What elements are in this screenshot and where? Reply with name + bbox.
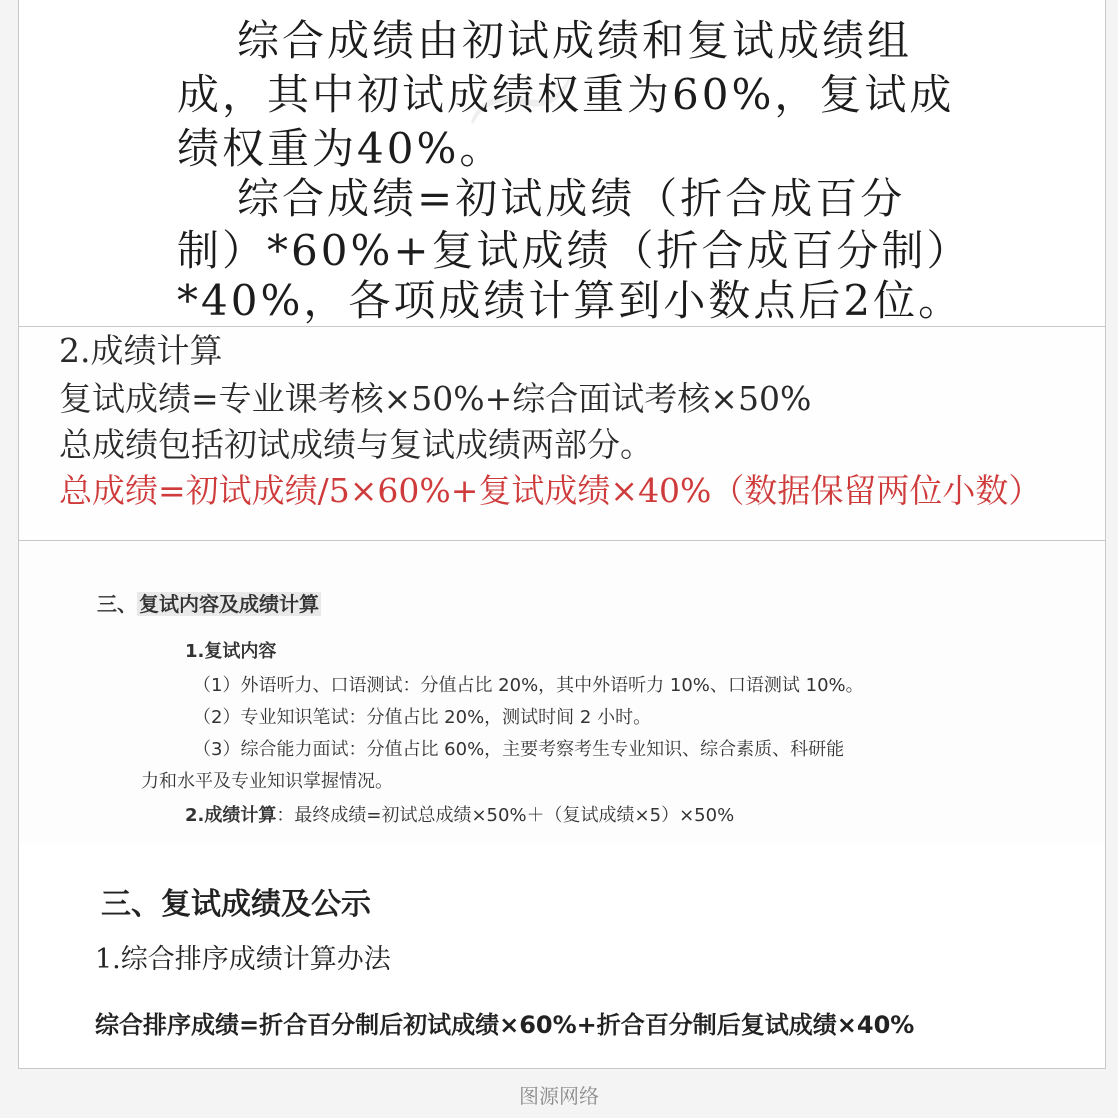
text-line: 成，其中初试成绩权重为60%，复试成	[177, 70, 955, 119]
heading-highlighted: 复试内容及成绩计算	[139, 592, 319, 616]
section-heading: 三、复试成绩及公示	[101, 887, 371, 922]
subheading: 1.复试内容	[185, 641, 277, 662]
text-line: 总成绩包括初试成绩与复试成绩两部分。	[59, 425, 653, 464]
subheading: 1.综合排序成绩计算办法	[95, 944, 391, 975]
text-line: 绩权重为40%。	[177, 124, 505, 173]
text-line: 复试成绩=专业课考核×50%+综合面试考核×50%	[59, 379, 812, 418]
section-title: 2.成绩计算	[59, 331, 223, 370]
heading-prefix: 三、	[97, 592, 137, 616]
score-formula	[185, 803, 734, 829]
text-line: *40%，各项成绩计算到小数点后2位。	[177, 276, 964, 325]
panel-score-calculation	[19, 327, 1105, 541]
list-item: （2）专业知识笔试：分值占比 20%，测试时间 2 小时。	[193, 707, 652, 728]
formula-text: ：最终成绩=初试总成绩×50%＋（复试成绩×5）×50%	[276, 805, 735, 826]
document-collage	[18, 0, 1106, 1069]
panel-retest-content	[19, 541, 1105, 843]
image-source-caption: 图源网络	[519, 1084, 599, 1108]
watermark: 〜	[443, 21, 601, 191]
list-item: （1）外语听力、口语测试：分值占比 20%，其中外语听力 10%、口语测试 10%。	[193, 675, 864, 696]
text-line: 综合成绩=初试成绩（折合成百分	[237, 174, 906, 223]
formula-label: 2.成绩计算	[185, 805, 277, 826]
highlight-formula: 总成绩=初试成绩/5×60%+复试成绩×40%（数据保留两位小数）	[59, 471, 1042, 510]
list-item: （3）综合能力面试：分值占比 60%，主要考察考生专业知识、综合素质、科研能	[193, 739, 845, 760]
text-line: 制）*60%+复试成绩（折合成百分制）	[177, 226, 972, 275]
text-line: 综合成绩由初试成绩和复试成绩组	[237, 16, 913, 65]
section-heading	[97, 591, 321, 617]
ranking-formula: 综合排序成绩=折合百分制后初试成绩×60%+折合百分制后复试成绩×40%	[95, 1011, 915, 1039]
list-item-continuation: 力和水平及专业知识掌握情况。	[141, 771, 393, 792]
panel-ranking-score	[19, 843, 1105, 1068]
